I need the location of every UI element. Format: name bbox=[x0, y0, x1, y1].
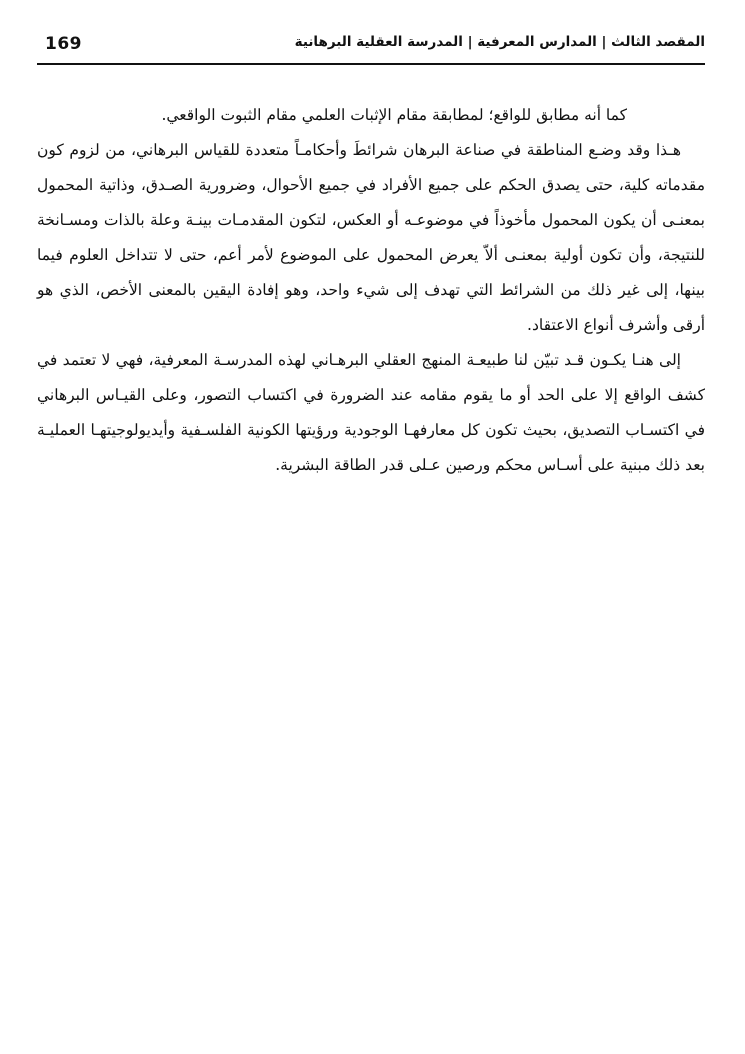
body-text bbox=[37, 98, 705, 483]
paragraph-3: إلى هنـا يكـون قـد تبيّن لنا طبيعـة المنهج العقلي البرهـاني لهذه المدرسـة المعرفية، فهي لا تعتمد في كشف الواقع إلا على الحد أو ما يقوم مقامه عند الضرورة في اكتساب التصور، وعلى القيـاس البرهاني في اكتسـاب التصديق، بحيث تكون كل معارفهـا الوجودية ورؤيتها الكونية الفلسـفية وأيديولوجيتهـا العمليـة بعد ذلك مبنية على أسـاس محكم ورصين عـلى قدر الطاقة البشرية. bbox=[37, 351, 705, 474]
running-header bbox=[37, 30, 705, 64]
header-divider bbox=[37, 63, 705, 65]
page-number: 169 bbox=[45, 34, 82, 54]
paragraph-2: هـذا وقد وضـع المناطقة في صناعة البرهان شرائطَ وأحكامـاً متعددة للقياس البرهاني، من لزوم كون مقدماته كلية، حتى يصدق الحكم على جميع الأفراد في جميع الأحوال، وضرورية الصـدق، وذاتية المحمول بمعنـى أن يكون المحمول مأخوذاً في موضوعـه أو العكس، لتكون المقدمـات بينـة وعلة بالذات ومسـانخة للنتيجة، وأن تكون أولية بمعنـى ألاّ يعرض المحمول على الموضوع لأمر أعم، حتى لا تتداخل العلوم فيما بينها، إلى غير ذلك من الشرائط التي تهدف إلى شيء واحد، وهو إفادة اليقين بالمعنى الأخص، الذي هو أرقى وأشرف أنواع الاعتقاد. bbox=[37, 141, 705, 334]
paragraph-1: كما أنه مطابق للواقع؛ لمطابقة مقام الإثبات العلمي مقام الثبوت الواقعي. bbox=[161, 106, 627, 124]
header-title: المقصد الثالث | المدارس المعرفية | المدرسة العقلية البرهانية bbox=[294, 34, 705, 50]
